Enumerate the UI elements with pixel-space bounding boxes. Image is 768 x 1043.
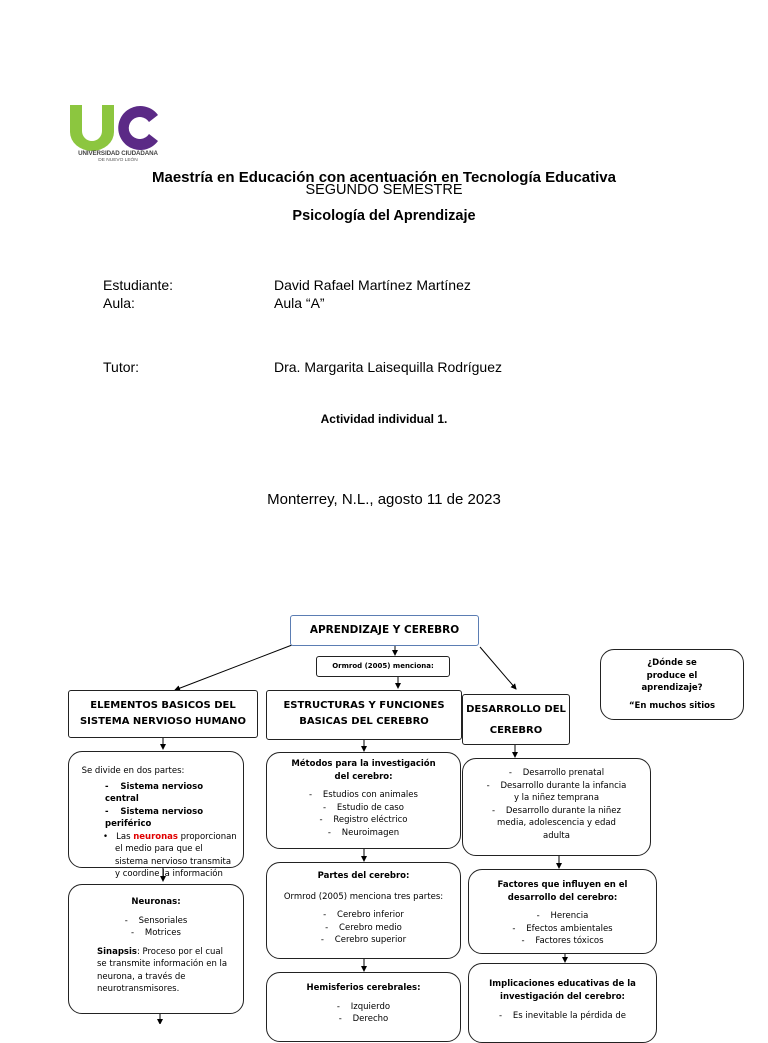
list-item: - Desarrollo durante la infancia y la niñez temprana <box>485 780 628 805</box>
list-item: - Cerebro superior <box>273 934 454 947</box>
col3-title-line1: DESARROLLO DEL <box>466 704 566 715</box>
col3-box2-title: Factores que influyen en el desarrollo del cerebro: <box>497 880 628 903</box>
col3-box3-title: Implicaciones educativas de la investigación del cerebro: <box>489 979 636 1002</box>
ormrod-text: Ormrod (2005) menciona: <box>332 662 434 670</box>
list-item: - Efectos ambientales <box>483 923 642 936</box>
semester-title: SEGUNDO SEMESTRE <box>305 182 463 198</box>
col3-title-box <box>462 694 570 745</box>
list-item: - Neuroimagen <box>287 827 440 840</box>
logo-text-line1: UNIVERSIDAD CIUDADANA <box>78 150 158 157</box>
list-item: - Estudios con animales <box>287 789 440 802</box>
list-item: - Motrices <box>97 927 215 940</box>
col3-box2-list <box>483 910 642 948</box>
list-item: - Cerebro medio <box>273 922 454 935</box>
col2-box2-intro: Ormrod (2005) menciona tres partes: <box>283 891 444 902</box>
tutor-name: Dra. Margarita Laisequilla Rodríguez <box>274 359 502 375</box>
col2-box3-title: Hemisferios cerebrales: <box>306 983 421 993</box>
neuronas-highlight: neuronas <box>133 831 178 842</box>
arrow-root-to-col3 <box>480 647 516 689</box>
program-title: Maestría en Educación con acentuación en Tecnología Educativa <box>151 169 616 186</box>
list-item: - Desarrollo durante la niñez media, adolescencia y edad adulta <box>485 805 628 843</box>
list-item: - Derecho <box>273 1013 454 1026</box>
col2-title: ESTRUCTURAS Y FUNCIONES BASICAS DEL CEREBRO <box>283 700 445 727</box>
side-question: ¿Dónde se produce el aprendizaje? <box>641 658 703 693</box>
col3-box1 <box>462 758 651 856</box>
col2-box1-list <box>287 789 440 839</box>
col1-synapse-text: Sinapsis: Proceso por el cual se transmite información en la neurona, a través de neurotransmisores. <box>97 946 228 994</box>
course-title: Psicología del Aprendizaje <box>292 208 476 224</box>
col1-neuronas-text: • Las neuronas proporcionan el medio para que el sistema nervioso transmita y coordine la información <box>103 831 237 879</box>
col2-box1 <box>266 752 461 849</box>
root-node <box>290 615 479 646</box>
arrow-root-to-col1 <box>175 645 292 690</box>
col3-box2 <box>468 869 657 954</box>
student-label: Estudiante: <box>103 277 174 293</box>
col1-box2-list <box>97 915 215 940</box>
tutor-label: Tutor: <box>103 359 140 375</box>
list-item: - Cerebro inferior <box>273 909 454 922</box>
col1-box1-intro: Se divide en dos partes: <box>81 766 185 776</box>
col2-box3 <box>266 972 461 1042</box>
col2-title-box <box>266 690 462 740</box>
list-item: - Registro eléctrico <box>287 814 440 827</box>
list-item: - Sensoriales <box>97 915 215 928</box>
list-item: - Herencia <box>483 910 642 923</box>
student-name: David Rafael Martínez Martínez <box>274 277 471 293</box>
root-title: APRENDIZAJE Y CEREBRO <box>309 624 460 636</box>
col3-title-line2: CEREBRO <box>489 725 543 736</box>
col2-box1-title: Métodos para la investigación del cerebro: <box>291 759 436 782</box>
side-answer: “En muchos sitios <box>628 700 716 711</box>
col1-bullet-2: - Sistema nervioso periférico <box>105 806 204 829</box>
col3-box3 <box>468 963 657 1043</box>
list-item: - Estudio de caso <box>287 802 440 815</box>
logo-text-line2: DE NUEVO LEÓN <box>98 158 138 163</box>
col2-box2-list <box>273 909 454 947</box>
col2-box2-title: Partes del cerebro: <box>317 871 410 881</box>
room-label: Aula: <box>103 295 135 311</box>
side-question-box <box>600 649 744 720</box>
col1-title: ELEMENTOS BASICOS DEL SISTEMA NERVIOSO HUMANO <box>79 700 247 727</box>
col1-bullet-1: - Sistema nervioso central <box>105 781 204 804</box>
col2-box3-list <box>273 1001 454 1026</box>
col1-box2 <box>68 884 244 1014</box>
col1-box2-title: Neuronas: <box>131 897 181 907</box>
col1-title-box <box>68 690 258 738</box>
ormrod-node <box>316 656 450 677</box>
list-item: - Desarrollo prenatal <box>485 767 628 780</box>
room-value: Aula “A” <box>274 295 325 311</box>
list-item: - Izquierdo <box>273 1001 454 1014</box>
activity-title: Actividad individual 1. <box>320 412 448 426</box>
col3-box3-list <box>483 1010 642 1023</box>
list-item: - Es inevitable la pérdida de <box>483 1010 642 1023</box>
col3-box1-list <box>485 767 628 842</box>
list-item: - Factores tóxicos <box>483 935 642 948</box>
col2-box2 <box>266 862 461 959</box>
col1-box1 <box>68 751 244 879</box>
place-date: Monterrey, N.L., agosto 11 de 2023 <box>267 491 501 508</box>
